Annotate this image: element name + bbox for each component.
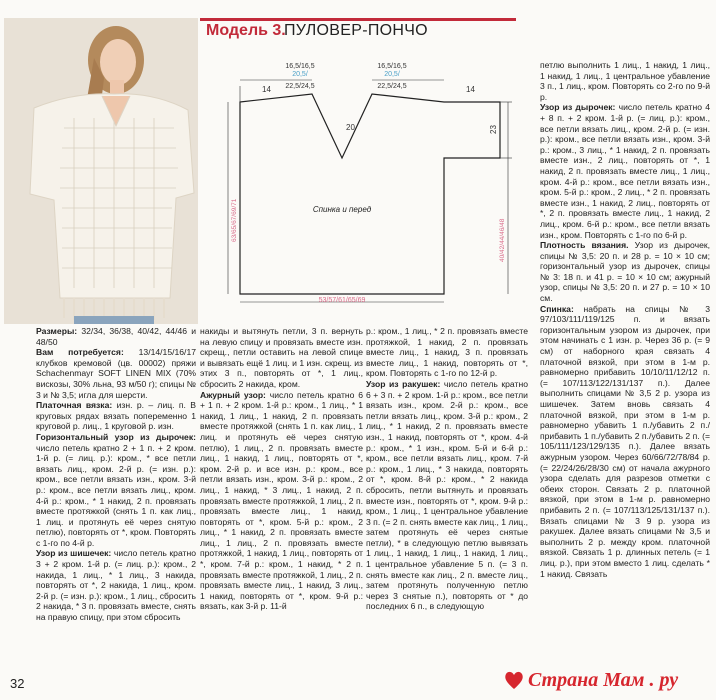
plain-knit-text: изн. р. – лиц. п. В круговых рядах вязать попеременно 1 круговой р. лиц., 1 круговой р. изн. (36, 400, 196, 432)
lace-end-paragraph: р.: кром., 1 лиц., * 2 п. провязать вместе протяжкой, 1 накид, 2 п. провязать вместе лиц., 1 накид, 3 п. провязать вместе лиц., 1 накид, повторять от *, кром. Повторять с 1-го по 12-й р. (366, 326, 528, 379)
continued-paragraph: накиды и вытянуть петли, 3 п. вернуть на левую спицу и провязать вместе изн. скрещ., петли оставить на левой спице и вывязать ещё 1 лиц. и 1 изн. скрещ. из этих 3 п., повторять от *, 1 лиц., сбросить 2 накида, кром. (200, 326, 363, 389)
neck-depth-label: 20 (346, 123, 355, 132)
page-number: 32 (10, 676, 25, 691)
gauge-text: Узор из дырочек, спицы № 3,5: 20 п. и 28 р. = 10 × 10 см; горизонтальный узор из дырочек, спицы № 3: 18 п. и 41 р. = 10 × 10 см; ажурный узор, спицы № 3,5: 20 п. и 27 р. = 10 × 10 см. (540, 240, 710, 304)
sizes-label: Размеры: (36, 326, 78, 336)
model-photo (4, 18, 198, 324)
shell-pattern-paragraph (366, 379, 528, 612)
eyelet-pattern-label: Узор из дырочек: (540, 102, 616, 113)
schematic-drawing (200, 52, 518, 308)
site-watermark (500, 664, 712, 696)
gauge-label: Плотность вязания. (540, 240, 629, 251)
plain-knit-paragraph (36, 400, 196, 432)
page-header (200, 18, 516, 44)
model-name: ПУЛОВЕР-ПОНЧО (284, 22, 428, 39)
model-number: Модель 3. (206, 22, 286, 39)
eyelet-pattern-paragraph (540, 102, 710, 240)
text-column-1 (36, 326, 196, 623)
watermark-text: Страна Мам . ру (528, 669, 679, 691)
text-column-2 (200, 326, 363, 612)
back-text: набрать на спицы № 3 97/103/111/119/125 п. и вязать горизонтальным узором из дырочек, при этом начинать с 1 изн. р. Через 36 р. (= 9 см) от наборного края связать 4 платочной вязкой, при этом в 1-м р. равномерно прибавить 10/10/11/12/12 п. (= 107/113/122/131/137 п.). Далее выполнить спицами № 3,5 2 р. узора из шишечек. Затем вновь связать 4 платочной вязкой, при этом в 1-м р. равномерно убавить 1 п./убавить 2 п./прибавить 1 п./убавить 2 п./убавить 2 п. (= 105/111/123/129/135 п.). Далее вязать ажурным узором. Через 60/66/72/78/84 р. (= 22/24/26/28/30 см) от начала ажурного узора сделать для разрезов отметки с обеих сторон. Связать 2 р. платочной вязкой, при этом в 1-м р. равномерно прибавить 2 п. (= 107/113/125/131/137 п.). Вязать спицами № 3 9 р. узора из ракушек. Далее вязать спицами № 3,5 и выполнить 2 р. между кром. платочной вязкой. Связать 1 р. длинных петель (= 1 лиц. р.), при этом вместо 1 лиц. сделать * 1 накид. Связать (540, 303, 711, 579)
shell-end-paragraph: петлю выполнить 1 лиц., 1 накид, 1 лиц., 1 накид, 1 лиц., 1 центральное убавление 3 п., 1 лиц., кром. Повторять со 2-го по 9-й р. (540, 60, 710, 102)
bobble-pattern-text: число петель кратно 3 + 2 кром. 1-й р. (= лиц. р.): кром., 2 накида, 1 лиц., * 1 лиц., 3 накида, повторять от *, 2 накида, 1 лиц., кром. 2-й р. (= изн. р.): кром., 1 лиц., сбросить 2 накида, * 3 п. провязать вместе, снять на правую спицу, при этом сбросить (36, 548, 196, 623)
back-paragraph (540, 304, 710, 579)
shell-pattern-label: Узор из ракушек: (366, 378, 441, 389)
left-height-label: 63/65/67/69/71 (231, 198, 238, 242)
back-label: Спинка: (540, 303, 574, 314)
shell-pattern-text: число петель кратно 6 + 3 п. + 2 кром. 1-й р.: кром., все петли вязать изн., кром. 2-й р.: кром., все петли вязать лиц., кром. 3-й р.: кром., 2 лиц., * 1 накид, 2 п. провязать вместе изн., 1 накид, повторять от *, кром. 4-й р.: кром., * 1 изн., кром. 5-й и 6-й р.: кром., все петли вязать лиц., кром. 7-й р.: кром., 1 лиц., * 3 накида, повторять от *, кром. 8-й р.: кром., * 2 накида сбросить, петли вытянуть и провязать вместе изн., повторять от *, кром. 9-й р.: кром., 1 лиц., 1 центральное убавление 3 п. (= 2 п. снять вместе как лиц., 1 лиц., затем протянуть её через снятые петли), * в следующую петлю вывязать 1 лиц., 1 накид, 1 лиц., 1 накид, 1 лиц., 1 центральное убавление 5 п. (= 3 п. снять вместе как лиц., 2 п. вместе лиц., затем протянуть полученную петлю через 3 снятые п.), повторять от * до последних 6 п., в следующую (366, 378, 528, 612)
neck-width-label-right-3: 22,5/24,5 (377, 83, 407, 90)
shoulder-right-label: 14 (466, 85, 475, 94)
bobble-pattern-paragraph (36, 548, 196, 622)
bobble-pattern-label: Узор из шишечек: (36, 548, 112, 559)
eyelet-pattern-text: число петель кратно 4 + 8 п. + 2 кром. 1-й р. (= лиц. р.): кром., все петли вязать лиц., кром. 2-й р. (= изн. р.): кром., все петли вязать изн., кром. 3-й р.: кром., 3 лиц., * 1 накид, 2 п. провязать вместе изн., 2 лиц., повторять от *, 1 накид, 2 п. провязать вместе лиц., 1 лиц., кром. 4-й р.: кром., все петли вязать изн., кром. 5-й р.: кром., 2 лиц., * 2 п. провязать вместе изн., 1 накид, 2 лиц., повторять от *, 2 п. провязать вместе лиц., 1 накид, 2 лиц., кром. 6-й р.: кром., все петли вязать изн., кром. Повторять с 1-го по 6-й р. (540, 102, 710, 240)
sizes-paragraph (36, 326, 196, 347)
neck-width-label-left-2: 20,5/ (292, 71, 308, 78)
lace-pattern-label: Ажурный узор: (200, 389, 266, 400)
horizontal-pattern-label: Горизонтальный узор из дырочек: (36, 431, 196, 442)
header-rule (200, 18, 516, 21)
sleeve-depth-label: 23 (489, 125, 498, 134)
right-height-label: 40/42/44/46/48 (499, 218, 506, 262)
neck-width-label-right-2: 20,5/ (384, 71, 400, 78)
neck-width-label-left: 16,5/16,5 (285, 63, 315, 70)
lace-pattern-paragraph (200, 390, 363, 612)
materials-paragraph (36, 347, 196, 400)
plain-knit-label: Платочная вязка: (36, 400, 113, 411)
garment-schematic (200, 52, 518, 308)
materials-label: Вам потребуется: (36, 347, 124, 358)
text-column-4 (540, 60, 710, 579)
panel-label: Спинка и перед (312, 205, 372, 214)
materials-text: 13/14/15/16/17 клубков кремовой (цв. 00002) пряжи Schachenmayr SOFT LINEN MIX (70% вискозы, 30% льна, 93 м/50 г); спицы № 3 и № 3,5; игла для шерсти. (36, 347, 197, 400)
heart-icon (502, 668, 526, 692)
model-photo-illustration (4, 18, 198, 324)
lace-pattern-text: число петель кратно 6 + 1 п. + 2 кром. 1-й р.: кром., 1 лиц., * 1 накид, 1 лиц., 1 накид, 2 п. провязать вместе протяжкой (снять 1 п. как лиц., 1 лиц. и протянуть её через снятую петлю), 1 лиц., 2 п. провязать вместе лиц., 1 накид, 1 лиц., повторять от *, кром. 2-й р. и все изн. р.: кром., все петли вязать изн., кром. 3-й р.: кром., 2 лиц., 1 накид, * 3 лиц., 1 накид, 2 п. провязать вместе протяжкой, 1 лиц., 2 п. провязать вместе лиц., 1 накид, повторять от *, кром. 5-й р.: кром., 2 лиц., * 1 накид, 2 п. провязать вместе лиц., 1 лиц., 2 п. провязать вместе протяжкой, 1 накид, 1 лиц., повторять от *, кром. 7-й р.: кром., 1 накид, * 2 п. провязать вместе протяжкой, 1 лиц., 2 п. провязать вместе лиц., 1 накид, 3 лиц., 1 накид, повторять от *, кром. 9-й р.: вязать, как 3-й р. 11-й (200, 389, 364, 612)
neck-width-label-right: 16,5/16,5 (377, 63, 407, 70)
sizes-text: 32/34, 36/38, 40/42, 44/46 и 48/50 (36, 326, 196, 347)
horizontal-pattern-text: число петель кратно 2 + 1 п. + 2 кром. 1-й р. (= лиц. р.): кром., * все петли вязать лиц., кром. 2-й р. (= изн. р.): кром., все петли вязать изн., кром. 3-й р.: кром., все петли вязать лиц., кром. 4-й р.: кром., * 1 накид, 2 п. провязать вместе протяжкой (снять 1 п. как лиц., 1 лиц. и протянуть её через снятую петлю), повторять от *, кром. Повторять с 1-го по 4-й р. (36, 442, 196, 548)
gauge-paragraph (540, 240, 710, 304)
horizontal-pattern-paragraph (36, 432, 196, 549)
neck-width-label-left-3: 22,5/24,5 (285, 83, 315, 90)
text-column-3 (366, 326, 528, 612)
bottom-width-label: 53/57/61/65/69 (318, 297, 366, 304)
shoulder-left-label: 14 (262, 85, 271, 94)
